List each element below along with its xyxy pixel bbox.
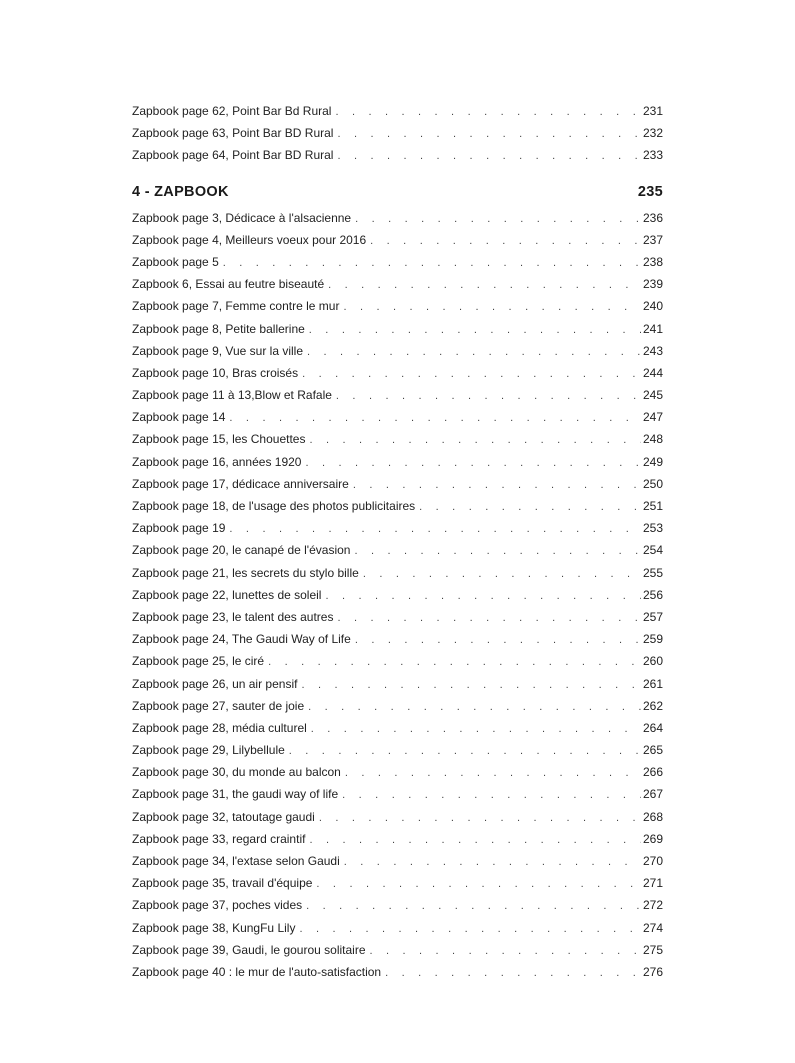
dot-leader bbox=[307, 341, 641, 362]
dot-leader bbox=[419, 496, 641, 517]
dot-leader bbox=[319, 807, 641, 828]
toc-entry-page-number: 236 bbox=[642, 210, 663, 225]
toc-entry[interactable] bbox=[132, 917, 663, 939]
toc-entry[interactable] bbox=[132, 473, 663, 495]
toc-entry-page-number: 243 bbox=[642, 343, 663, 358]
toc-entry[interactable] bbox=[132, 584, 663, 606]
toc-entry-page-number: 265 bbox=[642, 743, 663, 758]
toc-entry-page-number: 247 bbox=[642, 410, 663, 425]
toc-entry[interactable] bbox=[132, 295, 663, 317]
toc-entry[interactable] bbox=[132, 229, 663, 251]
toc-entry[interactable] bbox=[132, 806, 663, 828]
toc-entry[interactable] bbox=[132, 340, 663, 362]
toc-entry[interactable] bbox=[132, 850, 663, 872]
toc-entry-page-number: 233 bbox=[642, 148, 663, 163]
previous-section-entries bbox=[132, 100, 663, 167]
toc-entry-title: Zapbook page 18, de l'usage des photos publicitaires bbox=[132, 499, 416, 513]
toc-entry-title: Zapbook page 31, the gaudi way of life bbox=[132, 787, 339, 802]
toc-entry-title: Zapbook page 26, un air pensif bbox=[132, 676, 298, 691]
toc-entry-page-number: 251 bbox=[642, 499, 663, 513]
toc-entry[interactable] bbox=[132, 539, 663, 561]
toc-entry-page-number: 241 bbox=[642, 321, 663, 336]
toc-entry-title: Zapbook page 7, Femme contre le mur bbox=[132, 299, 340, 314]
table-of-contents bbox=[132, 100, 663, 983]
toc-entry-title: Zapbook page 5 bbox=[132, 254, 219, 269]
toc-entry-page-number: 248 bbox=[642, 432, 663, 447]
dot-leader bbox=[337, 123, 641, 144]
toc-entry[interactable] bbox=[132, 939, 663, 961]
dot-leader bbox=[229, 407, 641, 428]
toc-entry-title: Zapbook page 34, l'extase selon Gaudi bbox=[132, 854, 340, 868]
dot-leader bbox=[336, 385, 641, 406]
toc-entry-page-number: 264 bbox=[642, 720, 663, 735]
toc-entry[interactable] bbox=[132, 517, 663, 539]
toc-entry-page-number: 266 bbox=[642, 765, 663, 780]
toc-entry[interactable] bbox=[132, 562, 663, 584]
chapter-page-number: 235 bbox=[637, 183, 663, 200]
toc-entry-page-number: 245 bbox=[642, 388, 663, 403]
toc-entry[interactable] bbox=[132, 273, 663, 295]
dot-leader bbox=[309, 319, 641, 340]
toc-entry-title: Zapbook page 9, Vue sur la ville bbox=[132, 343, 303, 358]
toc-entry[interactable] bbox=[132, 606, 663, 628]
toc-entry-page-number: 276 bbox=[642, 964, 663, 979]
toc-entry-title: Zapbook page 30, du monde au balcon bbox=[132, 765, 341, 780]
toc-entry[interactable] bbox=[132, 144, 663, 166]
dot-leader bbox=[325, 585, 641, 606]
dot-leader bbox=[299, 918, 641, 939]
toc-entry[interactable] bbox=[132, 100, 663, 122]
dot-leader bbox=[309, 829, 641, 850]
toc-entry[interactable] bbox=[132, 650, 663, 672]
toc-entry-title: Zapbook page 32, tatoutage gaudi bbox=[132, 809, 315, 824]
toc-entry-page-number: 257 bbox=[642, 609, 663, 624]
toc-entry[interactable] bbox=[132, 122, 663, 144]
toc-entry[interactable] bbox=[132, 495, 663, 517]
chapter-entries bbox=[132, 207, 663, 984]
dot-leader bbox=[343, 296, 641, 317]
toc-entry-page-number: 270 bbox=[642, 854, 663, 868]
dot-leader bbox=[344, 851, 641, 872]
toc-entry-page-number: 268 bbox=[642, 809, 663, 824]
toc-entry-title: Zapbook page 8, Petite ballerine bbox=[132, 321, 305, 336]
dot-leader bbox=[385, 962, 641, 983]
toc-entry-title: Zapbook page 25, le ciré bbox=[132, 654, 265, 669]
toc-entry-page-number: 249 bbox=[642, 454, 663, 469]
dot-leader bbox=[370, 230, 641, 251]
toc-entry[interactable] bbox=[132, 761, 663, 783]
dot-leader bbox=[306, 895, 641, 916]
toc-entry-title: Zapbook page 28, média culturel bbox=[132, 720, 307, 735]
toc-entry-page-number: 271 bbox=[642, 876, 663, 891]
toc-entry-page-number: 267 bbox=[642, 787, 663, 802]
toc-entry-page-number: 261 bbox=[642, 676, 663, 691]
toc-entry-title: Zapbook page 11 à 13,Blow et Rafale bbox=[132, 388, 332, 403]
toc-entry[interactable] bbox=[132, 695, 663, 717]
toc-entry-title: Zapbook page 20, le canapé de l'évasion bbox=[132, 543, 351, 558]
toc-entry[interactable] bbox=[132, 828, 663, 850]
toc-entry-title: Zapbook page 24, The Gaudi Way of Life bbox=[132, 632, 351, 647]
dot-leader bbox=[345, 762, 641, 783]
dot-leader bbox=[229, 518, 641, 539]
dot-leader bbox=[337, 607, 640, 628]
toc-entry-title: Zapbook page 27, sauter de joie bbox=[132, 698, 305, 713]
dot-leader bbox=[305, 452, 640, 473]
toc-entry[interactable] bbox=[132, 251, 663, 273]
toc-entry-page-number: 275 bbox=[642, 942, 663, 957]
toc-entry[interactable] bbox=[132, 872, 663, 894]
toc-entry-title: Zapbook page 33, regard craintif bbox=[132, 831, 306, 846]
toc-entry-title: Zapbook page 35, travail d'équipe bbox=[132, 876, 313, 891]
toc-entry-page-number: 231 bbox=[642, 104, 663, 118]
toc-entry-title: Zapbook page 4, Meilleurs voeux pour 2016 bbox=[132, 232, 367, 247]
toc-entry[interactable] bbox=[132, 673, 663, 695]
dot-leader bbox=[355, 208, 641, 229]
dot-leader bbox=[268, 651, 641, 672]
dot-leader bbox=[354, 540, 641, 561]
toc-entry-page-number: 239 bbox=[642, 277, 663, 292]
toc-entry[interactable] bbox=[132, 207, 663, 229]
toc-entry-page-number: 232 bbox=[642, 126, 663, 141]
toc-entry-title: Zapbook page 62, Point Bar Bd Rural bbox=[132, 104, 332, 118]
toc-entry[interactable] bbox=[132, 451, 663, 473]
dot-leader bbox=[355, 629, 641, 650]
toc-entry[interactable] bbox=[132, 894, 663, 916]
toc-entry[interactable] bbox=[132, 428, 663, 450]
toc-entry-title: Zapbook page 17, dédicace anniversaire bbox=[132, 476, 349, 491]
dot-leader bbox=[308, 696, 641, 717]
dot-leader bbox=[289, 740, 641, 761]
dot-leader bbox=[353, 474, 641, 495]
toc-entry-page-number: 262 bbox=[642, 698, 663, 713]
toc-entry[interactable] bbox=[132, 318, 663, 340]
toc-entry[interactable] bbox=[132, 362, 663, 384]
toc-entry[interactable] bbox=[132, 628, 663, 650]
toc-entry-title: Zapbook page 14 bbox=[132, 410, 226, 425]
toc-entry-page-number: 255 bbox=[642, 565, 663, 580]
toc-entry-title: Zapbook page 3, Dédicace à l'alsacienne bbox=[132, 210, 352, 225]
toc-entry-page-number: 274 bbox=[642, 920, 663, 935]
toc-entry[interactable] bbox=[132, 384, 663, 406]
chapter-heading[interactable] bbox=[132, 177, 663, 207]
toc-entry-page-number: 254 bbox=[642, 543, 663, 558]
toc-entry[interactable] bbox=[132, 406, 663, 428]
toc-entry-page-number: 260 bbox=[642, 654, 663, 669]
chapter-title: 4 - ZAPBOOK bbox=[132, 183, 229, 200]
toc-entry-title: Zapbook page 15, les Chouettes bbox=[132, 432, 306, 447]
dot-leader bbox=[363, 563, 641, 584]
toc-entry-title: Zapbook page 23, le talent des autres bbox=[132, 609, 334, 624]
dot-leader bbox=[337, 145, 641, 166]
toc-entry-title: Zapbook page 40 : le mur de l'auto-satisfaction bbox=[132, 964, 382, 979]
toc-entry[interactable] bbox=[132, 783, 663, 805]
toc-entry-page-number: 238 bbox=[642, 254, 663, 269]
toc-entry-page-number: 253 bbox=[642, 521, 663, 536]
toc-entry-page-number: 259 bbox=[642, 632, 663, 647]
dot-leader bbox=[370, 940, 641, 961]
dot-leader bbox=[223, 252, 641, 273]
toc-entry-page-number: 244 bbox=[642, 365, 663, 380]
toc-entry-page-number: 240 bbox=[642, 299, 663, 314]
toc-entry-page-number: 256 bbox=[642, 587, 663, 602]
toc-entry-title: Zapbook page 39, Gaudi, le gourou solitaire bbox=[132, 942, 366, 957]
toc-entry[interactable] bbox=[132, 739, 663, 761]
dot-leader bbox=[301, 674, 641, 695]
toc-entry-title: Zapbook page 21, les secrets du stylo bille bbox=[132, 565, 359, 580]
toc-entry-page-number: 237 bbox=[642, 232, 663, 247]
dot-leader bbox=[311, 718, 641, 739]
toc-entry-title: Zapbook page 22, lunettes de soleil bbox=[132, 587, 322, 602]
dot-leader bbox=[342, 784, 641, 805]
dot-leader bbox=[309, 429, 641, 450]
dot-leader bbox=[328, 274, 641, 295]
toc-entry-title: Zapbook page 16, années 1920 bbox=[132, 454, 302, 469]
toc-entry-page-number: 269 bbox=[642, 831, 663, 846]
toc-entry-title: Zapbook page 38, KungFu Lily bbox=[132, 920, 296, 935]
toc-entry-title: Zapbook page 29, Lilybellule bbox=[132, 743, 285, 758]
toc-entry-page-number: 272 bbox=[642, 898, 663, 913]
dot-leader bbox=[316, 873, 641, 894]
toc-entry-title: Zapbook page 64, Point Bar BD Rural bbox=[132, 148, 334, 163]
toc-entry-page-number: 250 bbox=[642, 476, 663, 491]
toc-entry-title: Zapbook page 19 bbox=[132, 521, 226, 536]
toc-entry-title: Zapbook page 63, Point Bar BD Rural bbox=[132, 126, 334, 141]
toc-entry-title: Zapbook page 10, Bras croisés bbox=[132, 365, 299, 380]
toc-entry[interactable] bbox=[132, 717, 663, 739]
dot-leader bbox=[335, 101, 641, 122]
toc-entry[interactable] bbox=[132, 961, 663, 983]
dot-leader bbox=[302, 363, 641, 384]
toc-entry-title: Zapbook 6, Essai au feutre biseauté bbox=[132, 277, 325, 292]
toc-entry-title: Zapbook page 37, poches vides bbox=[132, 898, 303, 913]
